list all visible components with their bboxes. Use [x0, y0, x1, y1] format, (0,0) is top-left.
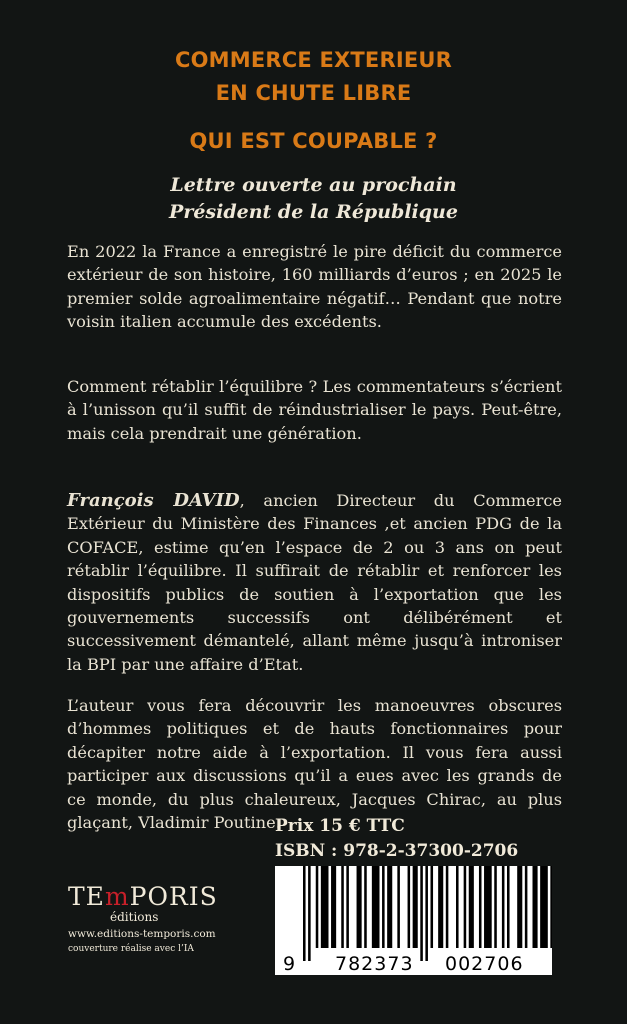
headline-line-1: COMMERCE EXTERIEUR: [175, 48, 452, 72]
barcode-bar: [525, 866, 528, 948]
barcode-bar: [431, 866, 434, 948]
barcode-bar: [316, 866, 319, 948]
barcode-bar: [408, 866, 411, 948]
barcode-bar: [446, 866, 449, 948]
barcode-bar: [479, 866, 482, 948]
isbn-barcode: [275, 866, 552, 975]
barcode-bar: [382, 866, 385, 948]
barcode-bar: [533, 866, 538, 948]
barcode-bar: [387, 866, 392, 948]
headline-question: QUI EST COUPABLE ?: [189, 129, 438, 153]
barcode-bar: [438, 866, 443, 948]
barcode-bar: [540, 866, 548, 948]
price-block: [275, 814, 518, 864]
paragraph-deficit: [67, 240, 562, 334]
publisher-name-accent: m: [104, 882, 130, 911]
barcode-bar: [550, 866, 552, 948]
barcode-bar: [425, 866, 428, 961]
barcode-bar: [464, 866, 467, 948]
barcode-bar: [357, 866, 362, 948]
barcode-bars: [275, 866, 552, 975]
barcode-digits-left: 782373: [335, 953, 414, 975]
author-name: François DAVID: [67, 490, 240, 511]
barcode-bar: [413, 866, 418, 948]
barcode-bar: [502, 866, 505, 948]
paragraph-text: L’auteur vous fera découvrir les manoeuvres obscures d’hommes politiques et de hauts fonctionnaires pour décapiter notre aide à l’exportation. Il vous fera aussi participer aux discussions qu’il a eues avec les grands de ce monde, du plus chaleureux, Jacques Chirac, au plus glaçant, Vladimir Poutine.: [67, 696, 562, 833]
subtitle: [0, 172, 627, 226]
barcode-bar: [321, 866, 329, 948]
barcode-digit-first: 9: [283, 953, 296, 975]
publisher-label: éditions: [110, 910, 159, 924]
headline-line-2: EN CHUTE LIBRE: [215, 81, 412, 105]
paragraph-text: [67, 489, 562, 676]
barcode-bar: [364, 866, 367, 948]
barcode-bar: [341, 866, 344, 948]
paragraph-text: Comment rétablir l’équilibre ? Les commentateurs s’écrient à l’unisson qu’il suffit de réindustrialiser le pays. Peut-être, mais cela prendrait une génération.: [67, 377, 562, 443]
barcode-bar: [331, 866, 336, 948]
paragraph-author: [67, 489, 562, 676]
publisher-logo: [68, 884, 218, 956]
barcode-bar: [456, 866, 459, 948]
publisher-name: [68, 884, 218, 910]
publisher-name-part: TE: [68, 882, 105, 911]
publisher-name-part: PORIS: [129, 882, 218, 911]
barcode-bar: [507, 866, 510, 948]
barcode-bar: [397, 866, 400, 948]
barcode-bar: [303, 866, 306, 961]
barcode-bar: [372, 866, 380, 948]
barcode-digits-right: 002706: [445, 953, 524, 975]
subtitle-line-2: Président de la République: [169, 201, 458, 223]
barcode-bar: [484, 866, 492, 948]
barcode-bar: [420, 866, 423, 961]
paragraph-question: [67, 375, 562, 445]
price-label: Prix 15 € TTC: [275, 816, 405, 836]
barcode-bar: [346, 866, 349, 948]
author-bio: , ancien Directeur du Commerce Extérieur du Ministère des Finances ,et ancien PDG de la COFACE, estime qu’en l’espace de 2 ou 3 ans on peut rétablir l’équilibre. Il suffirait de rétablir et renforcer les dispositifs publics de soutien à l’exportation que les gouvernements successifs ont délibérément et successivement démantelé, allant même jusqu’à introniser la BPI par une affaire d’Etat.: [67, 491, 563, 674]
paragraph-text: En 2022 la France a enregistré le pire déficit du commerce extérieur de son histoire, 160 milliards d’euros ; en 2025 le premier solde agroalimentaire négatif… Pendant que notre voisin italien accumule des excédents.: [67, 242, 562, 332]
publisher-url[interactable]: www.editions-temporis.com: [68, 928, 216, 940]
barcode-bar: [308, 866, 311, 961]
barcode-bar: [517, 866, 522, 948]
isbn-label: ISBN : 978-2-37300-2706: [275, 841, 519, 861]
cover-credit-note: couverture réalise avec l’IA: [68, 944, 194, 954]
barcode-bar: [469, 866, 474, 948]
barcode-bar: [494, 866, 497, 948]
subtitle-line-1: Lettre ouverte au prochain: [170, 174, 457, 196]
